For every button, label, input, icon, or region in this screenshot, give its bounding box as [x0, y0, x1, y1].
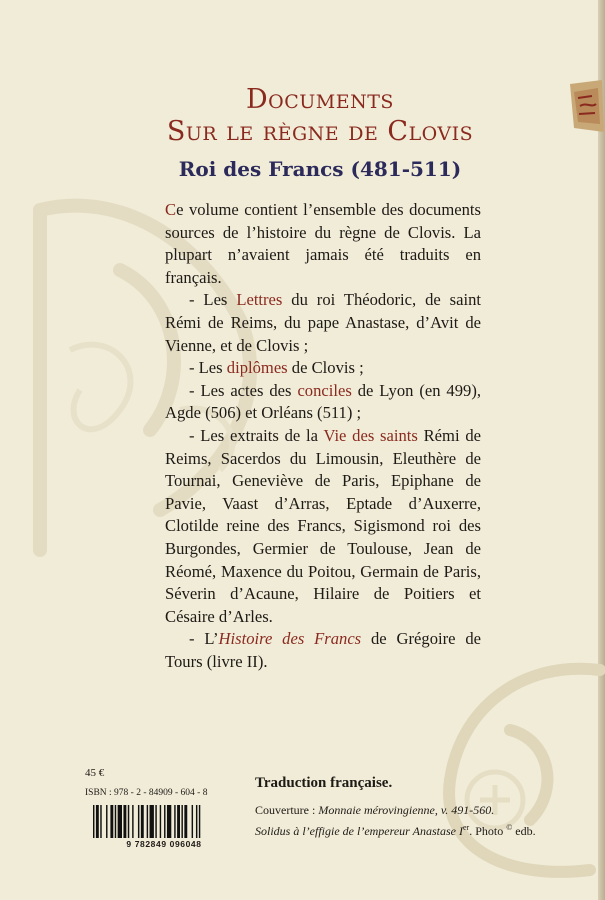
barcode-bar [174, 805, 175, 838]
barcode-bar [128, 805, 129, 838]
barcode-bar [96, 805, 99, 838]
list-item-letters [165, 289, 481, 357]
solidus-caption: Solidus à l’effigie de l’empereur Anastase I [255, 824, 463, 838]
item-highlight: Lettres [236, 290, 283, 310]
item-suffix: du roi Théodoric, de saint Rémi de Reims, du pape Anastase, d’Avit de Vienne, et de Clovis ; [165, 290, 481, 355]
photo-credit: edb. [512, 824, 536, 838]
item-highlight: Histoire des Francs [218, 629, 362, 649]
item-highlight: conciles [297, 380, 352, 400]
item-suffix: Rémi de Reims, Sacerdos du Limousin, Eleuthère de Tournai, Geneviève de Paris, Epiphane de Pavie, Vaast d’Arras, Eptade d’Auxerre, Clotilde reine des Francs, Sigismond roi des Burgondes, Germier de Toulouse, Jean de Réomé, Maxence du Poitou, Germain de Paris, Séverin d’Acaune, Hilaire de Poitiers et Césaire d’Arles. [165, 425, 481, 626]
item-prefix: - L’ [189, 629, 219, 649]
list-item-councils [165, 380, 481, 425]
item-prefix: - Les actes des [189, 380, 298, 400]
ornament-watermark [400, 650, 605, 890]
barcode-bar [181, 805, 182, 838]
barcode-bar [123, 805, 126, 838]
barcode-bar [160, 805, 161, 838]
barcode-bar [141, 805, 144, 838]
list-item-history [165, 628, 481, 673]
item-suffix: de Lyon (en 499), Agde (506) et Orléans (511) ; [165, 380, 481, 423]
barcode-bar [93, 805, 94, 838]
item-suffix: de Clovis ; [287, 358, 364, 378]
barcode-bar [199, 805, 200, 838]
barcode [85, 805, 243, 851]
book-title-line-1: Documents [246, 84, 394, 115]
copyright-symbol: © [506, 823, 513, 832]
isbn-label: ISBN : 978 - 2 - 84909 - 604 - 8 [85, 788, 208, 798]
item-prefix: - Les extraits de la [189, 425, 324, 445]
back-cover-description [165, 199, 481, 673]
item-highlight: diplômes [226, 358, 288, 378]
barcode-bar [132, 805, 133, 838]
list-item-diplomas [165, 357, 481, 380]
barcode-bar [118, 805, 122, 838]
barcode-bar [167, 805, 171, 838]
barcode-bar [155, 805, 156, 838]
intro-text: e volume contient l’ensemble des documents sources de l’histoire du règne de Clovis. La plupart n’avaient jamais été traduits en français. [165, 200, 481, 287]
item-suffix: de Grégoire de Tours (livre II). [165, 629, 482, 671]
item-prefix: - Les [189, 358, 227, 378]
intro-paragraph [165, 199, 481, 289]
barcode-bar [115, 805, 116, 838]
barcode-bar [106, 805, 107, 838]
cover-description: Monnaie mérovingienne, v. 491-560. [318, 803, 495, 817]
barcode-bar [147, 805, 148, 838]
barcode-bar [177, 805, 180, 838]
photo-label: . Photo [469, 824, 507, 838]
book-title-line-2: Sur le règne de Clovis [166, 116, 474, 147]
drop-cap: C [165, 200, 177, 219]
item-prefix: - Les [189, 290, 237, 310]
barcode-bar [184, 805, 187, 838]
barcode-bar [100, 805, 101, 838]
translation-note: Traduction française. [255, 775, 393, 791]
barcode-bar [192, 805, 193, 838]
solidus-superscript: er [462, 823, 470, 832]
list-item-saints [165, 425, 481, 628]
barcode-bar [138, 805, 139, 838]
barcode-bars [93, 805, 239, 838]
book-subtitle: Roi des Francs (481-511) [178, 157, 462, 181]
cover-label: Couverture : [255, 803, 319, 817]
barcode-bar [110, 805, 113, 838]
barcode-digits: 9 782849 096048 [126, 839, 202, 849]
price-label: 45 € [85, 767, 105, 779]
barcode-bar [150, 805, 154, 838]
cover-credits [255, 802, 536, 840]
barcode-bar [164, 805, 165, 838]
item-highlight: Vie des saints [323, 425, 418, 445]
barcode-bar [196, 805, 197, 838]
